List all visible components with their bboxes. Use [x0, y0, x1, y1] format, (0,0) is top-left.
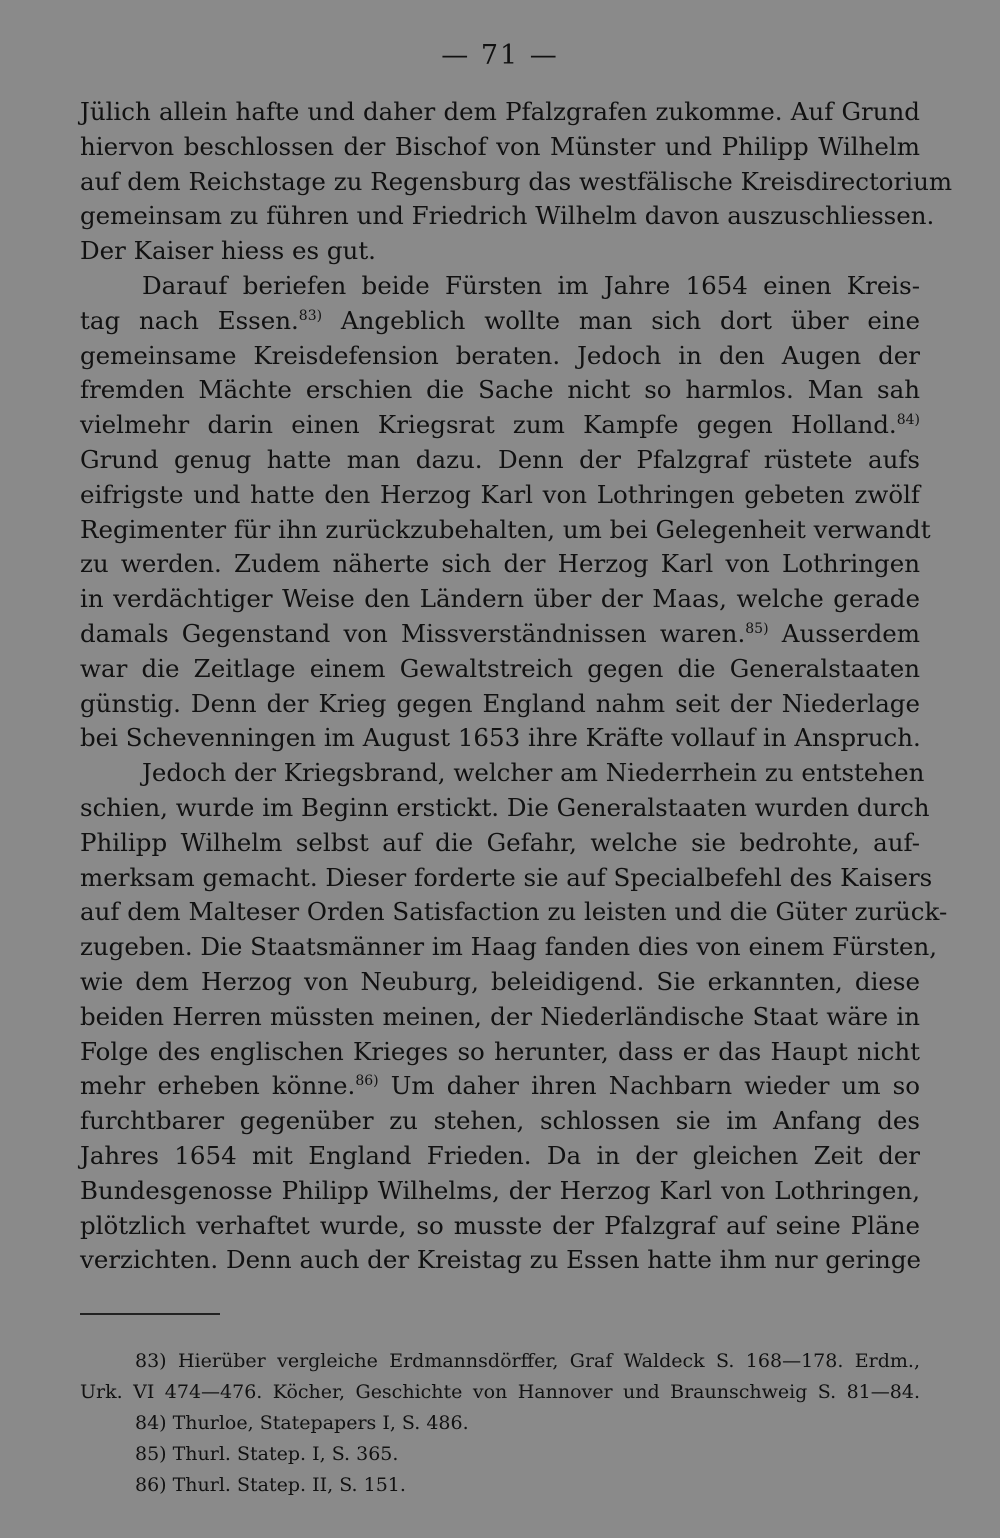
- text-line: Jülich allein hafte und daher dem Pfalzgrafen zukomme. Auf Grund: [80, 97, 920, 126]
- footnote: 85) Thurl. Statep. I, S. 365.: [135, 1443, 399, 1465]
- text-fragment: tag nach Essen.: [80, 305, 299, 335]
- footnote: 84) Thurloe, Statepapers I, S. 486.: [135, 1412, 469, 1434]
- text-line: Darauf beriefen beide Fürsten im Jahre 1654 einen Kreis-: [142, 270, 920, 300]
- text-line: Regimenter für ihn zurückzubehalten, um bei Gelegenheit verwandt: [80, 514, 931, 544]
- text-line: zugeben. Die Staatsmänner im Haag fanden dies von einem Fürsten,: [80, 932, 938, 962]
- text-line: Folge des englischen Krieges so herunter, dass er das Haupt nicht: [80, 1036, 920, 1066]
- text-line: merksam gemacht. Dieser forderte sie auf Specialbefehl des Kaisers: [80, 862, 933, 892]
- text-fragment: damals Gegenstand von Missverständnissen waren.: [80, 618, 746, 648]
- text-line: eifrigste und hatte den Herzog Karl von Lothringen gebeten zwölf: [80, 479, 920, 509]
- footnote-ref: 84): [896, 412, 920, 429]
- footnote: 86) Thurl. Statep. II, S. 151.: [135, 1474, 406, 1496]
- text-line: Jahres 1654 mit England Frieden. Da in der gleichen Zeit der: [80, 1140, 920, 1170]
- text-line: auf dem Malteser Orden Satisfaction zu leisten und die Güter zurück-: [80, 897, 948, 927]
- text-line: war die Zeitlage einem Gewaltstreich gegen die Generalstaaten: [80, 653, 920, 683]
- text-line: Der Kaiser hiess es gut.: [80, 236, 376, 266]
- text-line: [80, 408, 920, 443]
- text-line: [80, 1069, 920, 1104]
- footnotes: [80, 1346, 920, 1501]
- text-line: bei Schevenningen im August 1653 ihre Kräfte vollauf in Anspruch.: [80, 723, 921, 753]
- text-fragment: Ausserdem: [781, 618, 920, 648]
- text-line: wie dem Herzog von Neuburg, beleidigend. Sie erkannten, diese: [80, 966, 920, 996]
- text-line: plötzlich verhaftet wurde, so musste der Pfalzgraf auf seine Pläne: [80, 1210, 920, 1240]
- text-line: gemeinsame Kreisdefension beraten. Jedoch in den Augen der: [80, 340, 920, 370]
- text-line: in verdächtiger Weise den Ländern über der Maas, welche gerade: [80, 584, 920, 614]
- text-line: schien, wurde im Beginn erstickt. Die Generalstaaten wurden durch: [80, 792, 930, 822]
- text-line: furchtbarer gegenüber zu stehen, schlossen sie im Anfang des: [80, 1106, 920, 1136]
- text-line: auf dem Reichstage zu Regensburg das westfälische Kreisdirectorium: [80, 166, 953, 196]
- text-line: verzichten. Denn auch der Kreistag zu Essen hatte ihm nur geringe: [80, 1245, 922, 1275]
- footnote: Urk. VI 474—476. Köcher, Geschichte von Hannover und Braunschweig S. 81—84.: [80, 1381, 920, 1403]
- footnote: 83) Hierüber vergleiche Erdmannsdörffer, Graf Waldeck S. 168—178. Erdm.,: [135, 1350, 920, 1372]
- text-line: Philipp Wilhelm selbst auf die Gefahr, welche sie bedrohte, auf-: [80, 827, 920, 857]
- footnote-divider: [80, 1313, 220, 1315]
- text-line: [80, 617, 920, 652]
- text-line: [80, 304, 920, 339]
- page-number: — 71 —: [441, 40, 559, 71]
- body-text: [80, 95, 953, 1278]
- text-line: Bundesgenosse Philipp Wilhelms, der Herzog Karl von Lothringen,: [80, 1175, 920, 1205]
- text-line: Grund genug hatte man dazu. Denn der Pfalzgraf rüstete aufs: [80, 444, 920, 474]
- text-line: gemeinsam zu führen und Friedrich Wilhelm davon auszuschliessen.: [80, 201, 935, 231]
- text-line: fremden Mächte erschien die Sache nicht so harmlos. Man sah: [80, 375, 920, 405]
- text-line: Jedoch der Kriegsbrand, welcher am Niederrhein zu entstehen: [142, 758, 925, 788]
- text-fragment: vielmehr darin einen Kriegsrat zum Kampfe gegen Holland.: [80, 410, 897, 440]
- text-line: beiden Herren müssten meinen, der Niederländische Staat wäre in: [80, 1001, 920, 1031]
- text-fragment: mehr erheben könne.: [80, 1071, 356, 1101]
- text-line: hiervon beschlossen der Bischof von Münster und Philipp Wilhelm: [80, 131, 920, 161]
- text-line: günstig. Denn der Krieg gegen England nahm seit der Niederlage: [80, 688, 920, 718]
- text-line: zu werden. Zudem näherte sich der Herzog Karl von Lothringen: [80, 549, 920, 579]
- footnote-ref: 83): [298, 307, 323, 324]
- footnote-ref: 86): [355, 1073, 379, 1090]
- footnote-ref: 85): [745, 620, 769, 637]
- text-fragment: Um daher ihren Nachbarn wieder um so: [390, 1071, 920, 1101]
- text-fragment: Angeblich wollte man sich dort über eine: [340, 305, 920, 335]
